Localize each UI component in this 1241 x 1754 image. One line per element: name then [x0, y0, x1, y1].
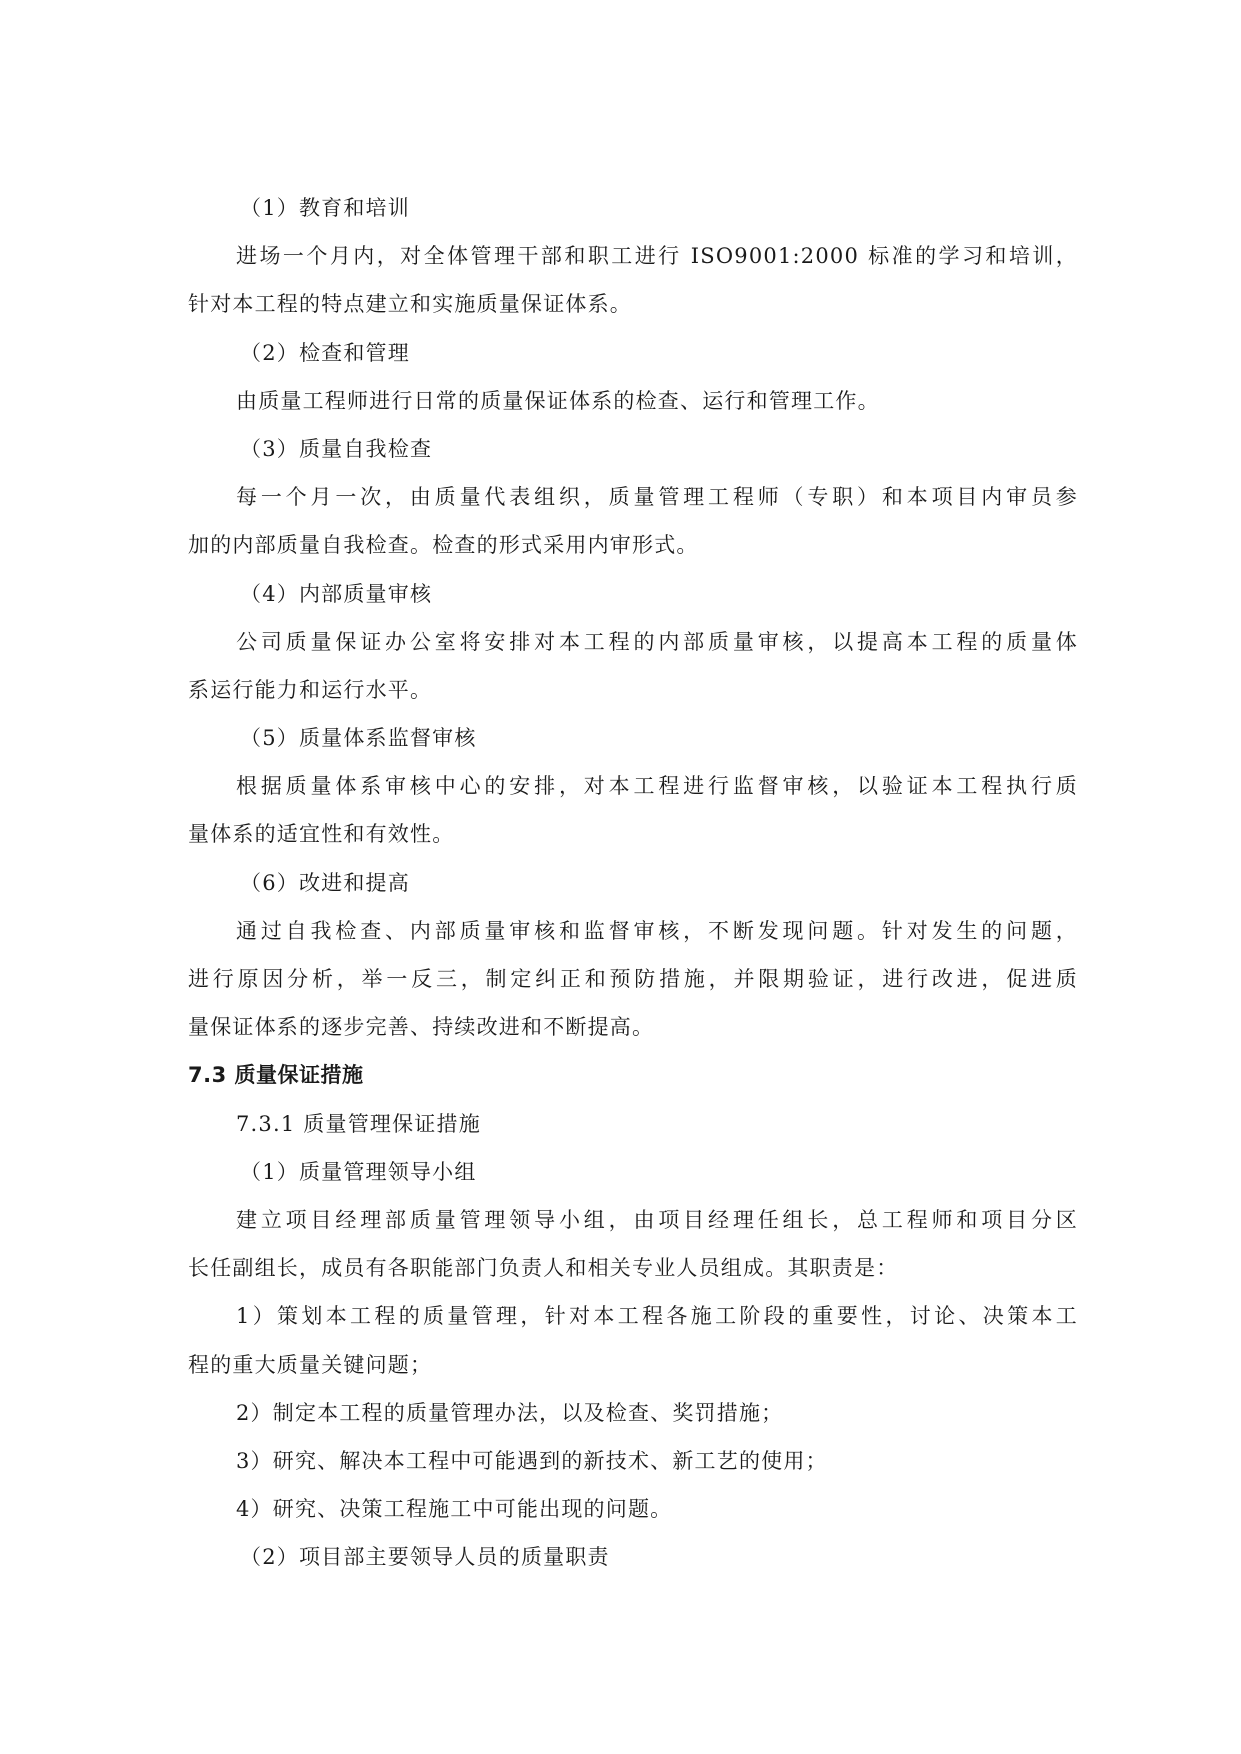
subheading-improvement: （6）改进和提高	[240, 871, 410, 895]
subheading-inspection-management: （2）检查和管理	[240, 341, 410, 365]
paragraph-line: 建立项目经理部质量管理领导小组，由项目经理任组长，总工程师和项目分区	[236, 1208, 1078, 1232]
section-heading-7-3: 7.3 质量保证措施	[188, 1063, 364, 1087]
subheading-quality-leadership-group: （1）质量管理领导小组	[240, 1160, 477, 1184]
paragraph-line: 进行原因分析，举一反三，制定纠正和预防措施，并限期验证，进行改进，促进质	[188, 967, 1078, 991]
list-item: 3）研究、解决本工程中可能遇到的新技术、新工艺的使用；	[236, 1449, 828, 1473]
paragraph-line: 进场一个月内，对全体管理干部和职工进行 ISO9001:2000 标准的学习和培训，	[236, 244, 1078, 268]
subheading-supervision-audit: （5）质量体系监督审核	[240, 726, 477, 750]
list-item: 4）研究、决策工程施工中可能出现的问题。	[236, 1497, 673, 1521]
paragraph-line: 量体系的适宜性和有效性。	[188, 822, 455, 846]
paragraph-line: 由质量工程师进行日常的质量保证体系的检查、运行和管理工作。	[236, 389, 880, 413]
paragraph-line: 针对本工程的特点建立和实施质量保证体系。	[188, 292, 632, 316]
paragraph-line: 长任副组长，成员有各职能部门负责人和相关专业人员组成。其职责是：	[188, 1256, 899, 1280]
subheading-education-training: （1）教育和培训	[240, 196, 410, 220]
paragraph-line: 加的内部质量自我检查。检查的形式采用内审形式。	[188, 533, 699, 557]
paragraph-line: 系运行能力和运行水平。	[188, 678, 433, 702]
paragraph-line: 量保证体系的逐步完善、持续改进和不断提高。	[188, 1015, 655, 1039]
subheading-leader-quality-duties: （2）项目部主要领导人员的质量职责	[240, 1545, 610, 1569]
subsection-heading-7-3-1: 7.3.1 质量管理保证措施	[236, 1112, 481, 1136]
list-item: 1）策划本工程的质量管理，针对本工程各施工阶段的重要性，讨论、决策本工	[236, 1304, 1078, 1328]
paragraph-line: 公司质量保证办公室将安排对本工程的内部质量审核，以提高本工程的质量体	[236, 630, 1078, 654]
subheading-self-inspection: （3）质量自我检查	[240, 437, 433, 461]
paragraph-line: 根据质量体系审核中心的安排，对本工程进行监督审核，以验证本工程执行质	[236, 774, 1078, 798]
subheading-internal-audit: （4）内部质量审核	[240, 582, 433, 606]
paragraph-line: 通过自我检查、内部质量审核和监督审核，不断发现问题。针对发生的问题，	[236, 919, 1078, 943]
paragraph-line: 每一个月一次，由质量代表组织，质量管理工程师（专职）和本项目内审员参	[236, 485, 1078, 509]
paragraph-line: 程的重大质量关键问题；	[188, 1353, 433, 1377]
list-item: 2）制定本工程的质量管理办法，以及检查、奖罚措施；	[236, 1401, 784, 1425]
